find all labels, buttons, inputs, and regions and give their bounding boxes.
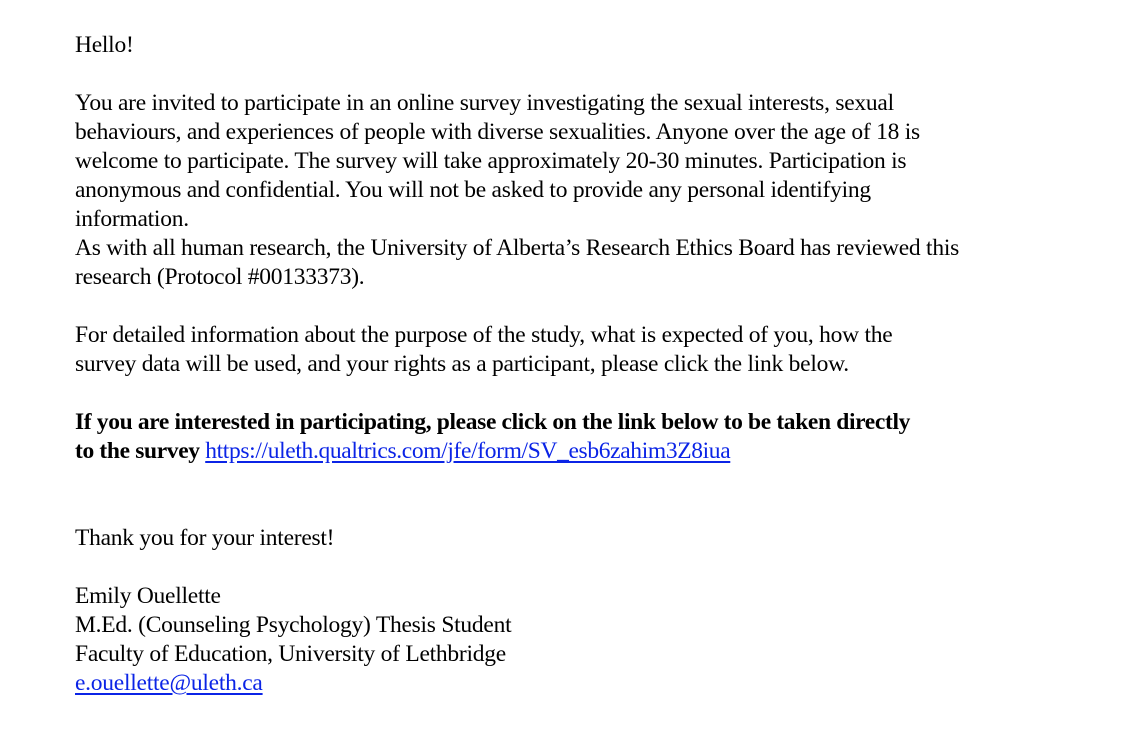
ethics-line: research (Protocol #00133373). [75, 264, 365, 290]
paragraph-spacer [75, 60, 1075, 89]
intro-line: information. [75, 206, 189, 232]
intro-line: welcome to participate. The survey will take approximately 20-30 minutes. Participation is [75, 148, 907, 174]
paragraph-spacer [75, 553, 1075, 582]
intro-line: anonymous and confidential. You will not be asked to provide any personal identifying [75, 177, 871, 203]
cta-line [75, 437, 1075, 466]
greeting: Hello! [75, 32, 134, 58]
details-paragraph [75, 321, 1075, 379]
ethics-line: As with all human research, the University of Alberta’s Research Ethics Board has reviewed this [75, 235, 960, 261]
cta-line: If you are interested in participating, please click on the link below to be taken directly [75, 409, 911, 435]
details-line: survey data will be used, and your rights as a participant, please click the link below. [75, 351, 849, 377]
survey-link[interactable]: https://uleth.qualtrics.com/jfe/form/SV_esb6zahim3Z8iua [205, 438, 731, 464]
intro-line: You are invited to participate in an online survey investigating the sexual interests, sexual [75, 90, 894, 116]
email-link[interactable]: e.ouellette@uleth.ca [75, 670, 263, 696]
paragraph-spacer [75, 379, 1075, 408]
paragraph-spacer [75, 466, 1075, 524]
details-line: For detailed information about the purpose of the study, what is expected of you, how the [75, 322, 893, 348]
intro-paragraph [75, 89, 1075, 292]
cta-prefix: to the survey [75, 438, 200, 464]
intro-line: behaviours, and experiences of people with diverse sexualities. Anyone over the age of 18 is [75, 119, 920, 145]
paragraph-spacer [75, 292, 1075, 321]
signature-title: M.Ed. (Counseling Psychology) Thesis Student [75, 612, 512, 638]
thanks-text: Thank you for your interest! [75, 525, 335, 551]
signature-affiliation: Faculty of Education, University of Lethbridge [75, 641, 506, 667]
signature-name: Emily Ouellette [75, 583, 221, 609]
document-body [75, 31, 1075, 698]
signature-email-line [75, 669, 1075, 698]
call-to-action [75, 408, 1075, 466]
signature-block [75, 582, 1075, 698]
